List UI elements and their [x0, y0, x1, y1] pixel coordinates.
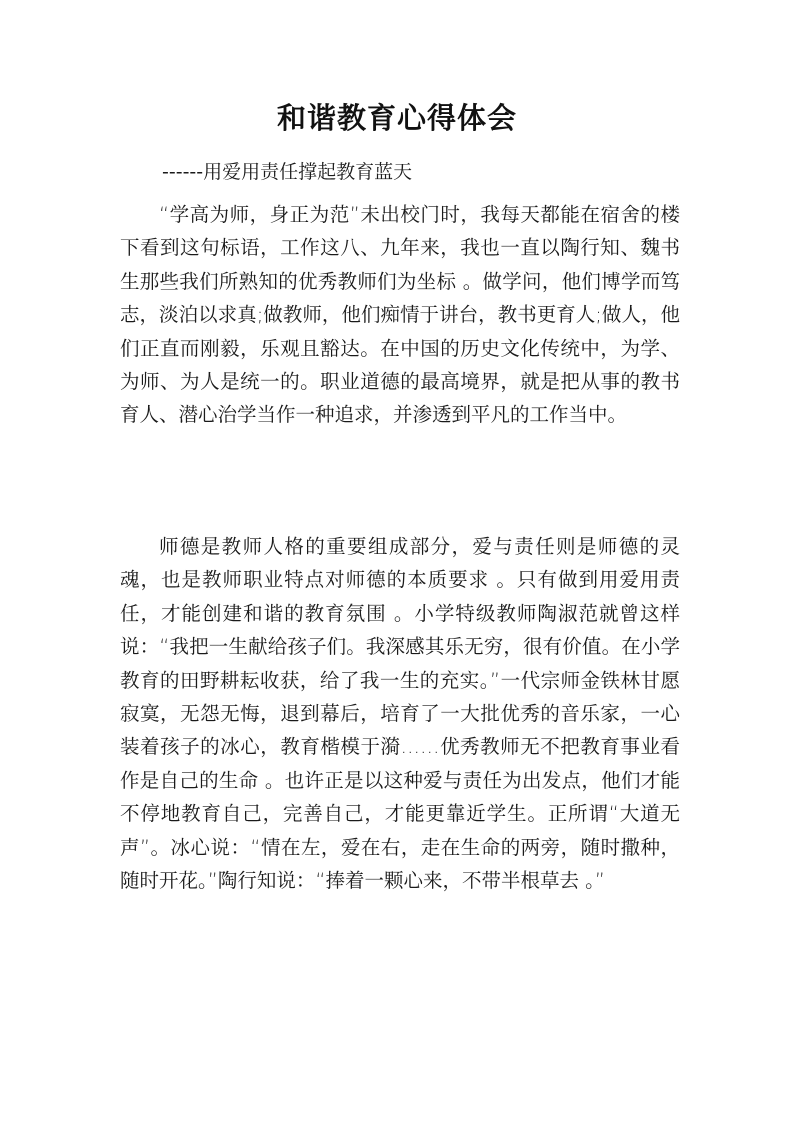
document-subtitle: ------用爱用责任撑起教育蓝天	[162, 161, 413, 183]
document-title: 和谐教育心得体会	[276, 101, 517, 135]
paragraph-1: “学高为师，身正为范”未出校门时，我每天都能在宿舍的楼下看到这句标语，工作这八、九年来，我也一直以陶行知、魏书生那些我们所熟知的优秀教师们为坐标 。做学问，他们博学而笃志，淡泊以求真;做教师，他们痴情于讲台，教书更育人;做人，他们正直而刚毅，乐观且豁达。在中国的历史文化传统中，为学、为师、为人是统一的。职业道德的最高境界，就是把从事的教书育人、潜心治学当作一种追求，并渗透到平凡的工作当中。	[120, 203, 680, 427]
paragraph-2: 师德是教师人格的重要组成部分，爱与责任则是师德的灵魂，也是教师职业特点对师德的本质要求 。只有做到用爱用责任，才能创建和谐的教育氛围 。小学特级教师陶淑范就曾这样说：“我把一生献给孩子们。我深感其乐无穷，很有价值。在小学教育的田野耕耘收获，给了我一生的充实。”一代宗师金铁林甘愿寂寞，无怨无悔，退到幕后，培育了一大批优秀的音乐家，一心装着孩子的冰心，教育楷模于漪……优秀教师无不把教育事业看作是自己的生命 。也许正是以这种爱与责任为出发点，他们才能不停地教育自己，完善自己，才能更靠近学生。正所谓“大道无声”。冰心说：“情在左，爱在右，走在生命的两旁，随时撒种，随时开花。”陶行知说：“捧着一颗心来，不带半根草去 。”	[120, 535, 680, 893]
